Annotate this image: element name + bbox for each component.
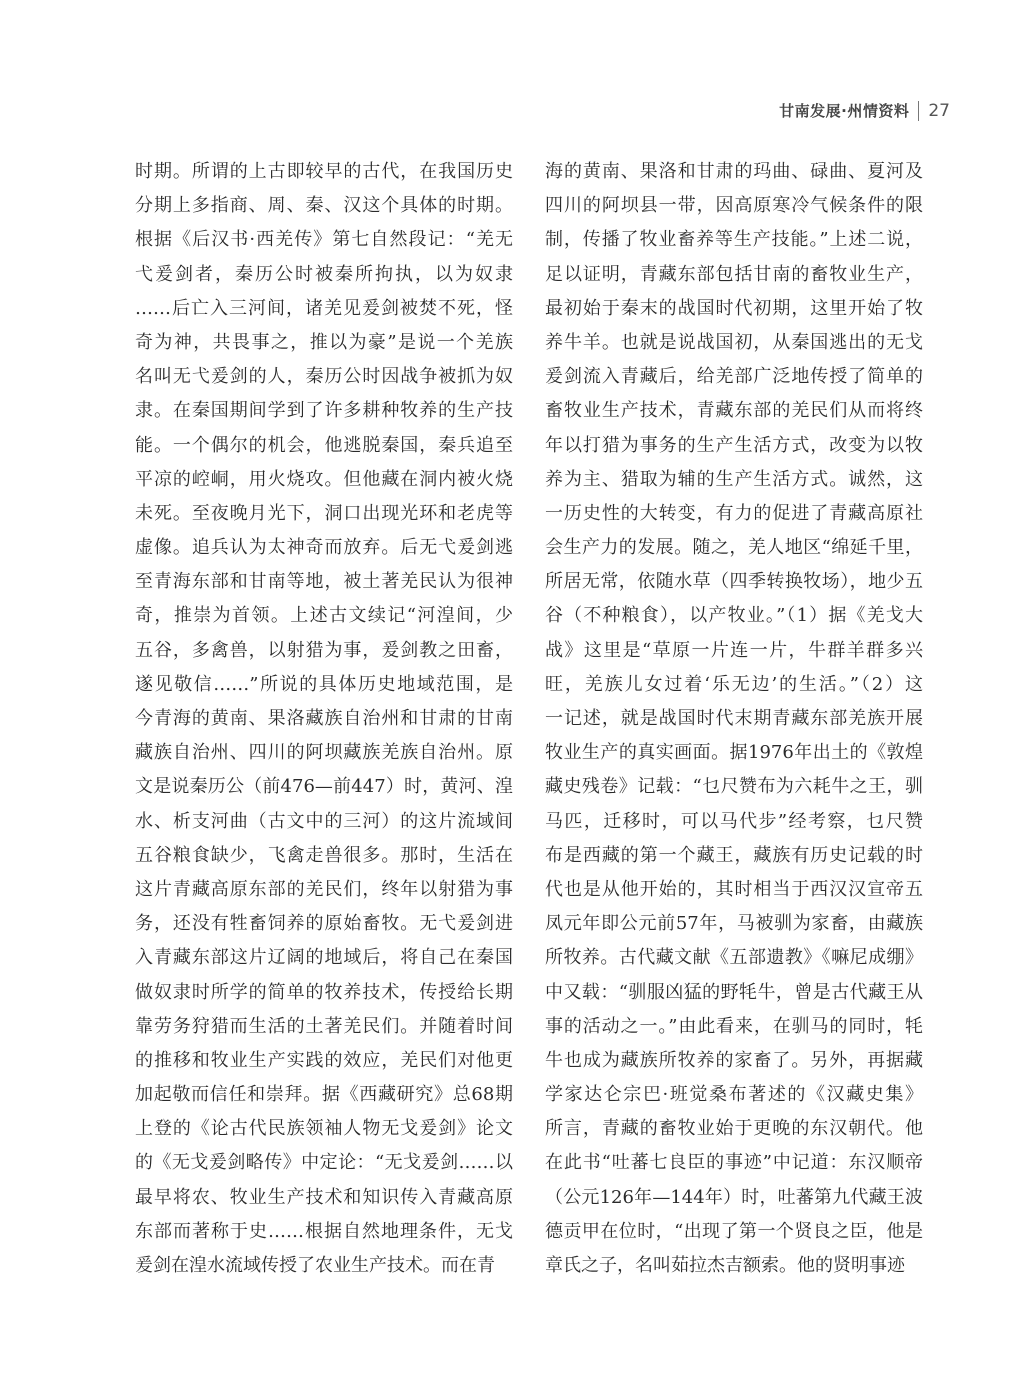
header-title: 甘南发展·州情资料 xyxy=(779,102,910,120)
text-line: 隶。在秦国期间学到了许多耕种牧养的生产技 xyxy=(135,400,513,422)
text-line: 养为主、猎取为辅的生产生活方式。诚然，这 xyxy=(545,468,923,490)
text-line: 学家达仑宗巴·班觉桑布著述的《汉藏史集》 xyxy=(545,1084,923,1106)
text-line: 一记述，就是战国时代末期青藏东部羌族开展 xyxy=(545,708,923,729)
text-line: 章氏之子，名叫茹拉杰吉额索。他的贤明事迹 xyxy=(545,1255,905,1276)
text-line: 最早将农、牧业生产技术和知识传入青藏高原 xyxy=(135,1186,513,1208)
text-line: 旺，羌族儿女过着‘乐无边’的生活。”（2）这 xyxy=(545,673,923,695)
text-line: 马匹，迁移时，可以马代步”经考察，乜尺赞 xyxy=(545,810,923,832)
text-line: 牛也成为藏族所牧养的家畜了。另外，再据藏 xyxy=(545,1049,923,1071)
text-line: 爰剑流入青藏后，给羌部广泛地传授了简单的 xyxy=(545,366,923,388)
text-line: 所牧养。古代藏文献《五部遗教》《嘛尼成绷》 xyxy=(545,947,923,969)
text-line: 五谷粮食缺少，飞禽走兽很多。那时，生活在 xyxy=(135,844,513,866)
left-text-column xyxy=(135,155,513,1283)
text-line: 会生产力的发展。随之，羌人地区“绵延千里， xyxy=(545,537,923,559)
text-line: 在此书“吐蕃七良臣的事迹”中记道：东汉顺帝 xyxy=(545,1152,923,1174)
text-line: 文是说秦历公（前476—前447）时，黄河、湟 xyxy=(135,776,513,798)
text-line: 德贡甲在位时，“出现了第一个贤良之臣，他是 xyxy=(545,1220,923,1242)
text-line: 凤元年即公元前57年，马被驯为家畜，由藏族 xyxy=(545,913,923,935)
text-line: 虚像。追兵认为太神奇而放弃。后无弋爰剑逃 xyxy=(135,537,513,559)
text-line: 上登的《论古代民族领袖人物无戈爰剑》论文 xyxy=(135,1118,513,1140)
text-line: 入青藏东部这片辽阔的地域后，将自己在秦国 xyxy=(135,947,513,969)
right-text-column xyxy=(545,155,923,1283)
text-line: 所居无常，依随水草（四季转换牧场），地少五 xyxy=(545,571,923,593)
text-line: 藏族自治州、四川的阿坝藏族羌族自治州。原 xyxy=(135,742,513,764)
text-line: 制，传播了牧业畜养等生产技能。”上述二说， xyxy=(545,229,923,251)
text-line: 一历史性的大转变，有力的促进了青藏高原社 xyxy=(545,502,923,524)
text-line: 爰剑在湟水流域传授了农业生产技术。而在青 xyxy=(135,1255,495,1276)
text-line: 奇，推崇为首领。上述古文续记“河湟间，少 xyxy=(135,605,513,627)
text-line: 分期上多指商、周、秦、汉这个具体的时期。 xyxy=(135,195,513,217)
text-line: 最初始于秦末的战国时代初期，这里开始了牧 xyxy=(545,297,923,319)
text-line: 足以证明，青藏东部包括甘南的畜牧业生产， xyxy=(545,263,923,285)
text-line: 至青海东部和甘南等地，被土著羌民认为很神 xyxy=(135,571,513,593)
text-line: 能。一个偶尔的机会，他逃脱秦国，秦兵追至 xyxy=(135,434,513,456)
text-line: 畜牧业生产技术，青藏东部的羌民们从而将终 xyxy=(545,400,923,422)
page-number: 27 xyxy=(928,100,950,121)
text-line: 布是西藏的第一个藏王，藏族有历史记载的时 xyxy=(545,844,923,866)
text-line: 的《无戈爰剑略传》中定论：“无戈爰剑……以 xyxy=(135,1152,513,1174)
text-line: 今青海的黄南、果洛藏族自治州和甘肃的甘南 xyxy=(135,708,513,729)
text-line: 谷（不种粮食），以产牧业。”（1）据《羌戈大 xyxy=(545,605,923,627)
header-divider xyxy=(918,101,919,121)
text-line: （公元126年—144年）时，吐蕃第九代藏王波 xyxy=(545,1186,923,1208)
text-line: 所言，青藏的畜牧业始于更晚的东汉朝代。他 xyxy=(545,1118,923,1140)
text-line: 的推移和牧业生产实践的效应，羌民们对他更 xyxy=(135,1049,513,1071)
text-line: 四川的阿坝县一带，因高原寒冷气候条件的限 xyxy=(545,195,923,217)
text-line: 做奴隶时所学的简单的牧养技术，传授给长期 xyxy=(135,981,513,1003)
text-line: 这片青藏高原东部的羌民们，终年以射猎为事 xyxy=(135,878,513,900)
text-line: 根据《后汉书·西羌传》第七自然段记：“羌无 xyxy=(135,229,513,251)
text-line: 五谷，多禽兽，以射猎为事，爰剑教之田畜， xyxy=(135,639,513,661)
text-line: 奇为神，共畏事之，推以为豪”是说一个羌族 xyxy=(135,331,513,353)
text-line: 事的活动之一。”由此看来，在驯马的同时，牦 xyxy=(545,1015,923,1037)
text-line: 养牛羊。也就是说战国初，从秦国逃出的无戈 xyxy=(545,331,923,353)
text-line: ……后亡入三河间，诸羌见爰剑被焚不死，怪 xyxy=(135,297,513,319)
text-line: 代也是从他开始的，其时相当于西汉汉宣帝五 xyxy=(545,878,923,900)
text-line: 加起敬而信任和崇拜。据《西藏研究》总68期 xyxy=(135,1084,513,1106)
text-line: 未死。至夜晚月光下，洞口出现光环和老虎等 xyxy=(135,502,513,524)
text-line: 牧业生产的真实画面。据1976年出土的《敦煌 xyxy=(545,742,923,764)
text-line: 年以打猎为事务的生产生活方式，改变为以牧 xyxy=(545,434,923,456)
text-line: 藏史残卷》记载：“乜尺赞布为六耗牛之王，驯 xyxy=(545,776,923,798)
text-line: 务，还没有牲畜饲养的原始畜牧。无弋爰剑进 xyxy=(135,913,513,935)
text-line: 海的黄南、果洛和甘肃的玛曲、碌曲、夏河及 xyxy=(545,161,923,182)
text-line: 水、析支河曲（古文中的三河）的这片流域间 xyxy=(135,810,513,832)
text-line: 靠劳务狩猎而生活的土著羌民们。并随着时间 xyxy=(135,1015,513,1037)
text-line: 名叫无弋爰剑的人，秦历公时因战争被抓为奴 xyxy=(135,366,513,388)
text-line: 弋爰剑者，秦历公时被秦所拘执，以为奴隶 xyxy=(135,263,513,285)
text-line: 战》这里是“草原一片连一片，牛群羊群多兴 xyxy=(545,639,923,661)
text-line: 时期。所谓的上古即较早的古代，在我国历史 xyxy=(135,161,513,182)
text-line: 东部而著称于史……根据自然地理条件，无戈 xyxy=(135,1220,513,1242)
text-line: 中又载：“驯服凶猛的野牦牛，曾是古代藏王从 xyxy=(545,981,923,1003)
text-line: 遂见敬信……”所说的具体历史地域范围，是 xyxy=(135,673,513,695)
text-line: 平凉的崆峒，用火烧攻。但他藏在洞内被火烧 xyxy=(135,468,513,490)
page-header xyxy=(779,100,950,121)
